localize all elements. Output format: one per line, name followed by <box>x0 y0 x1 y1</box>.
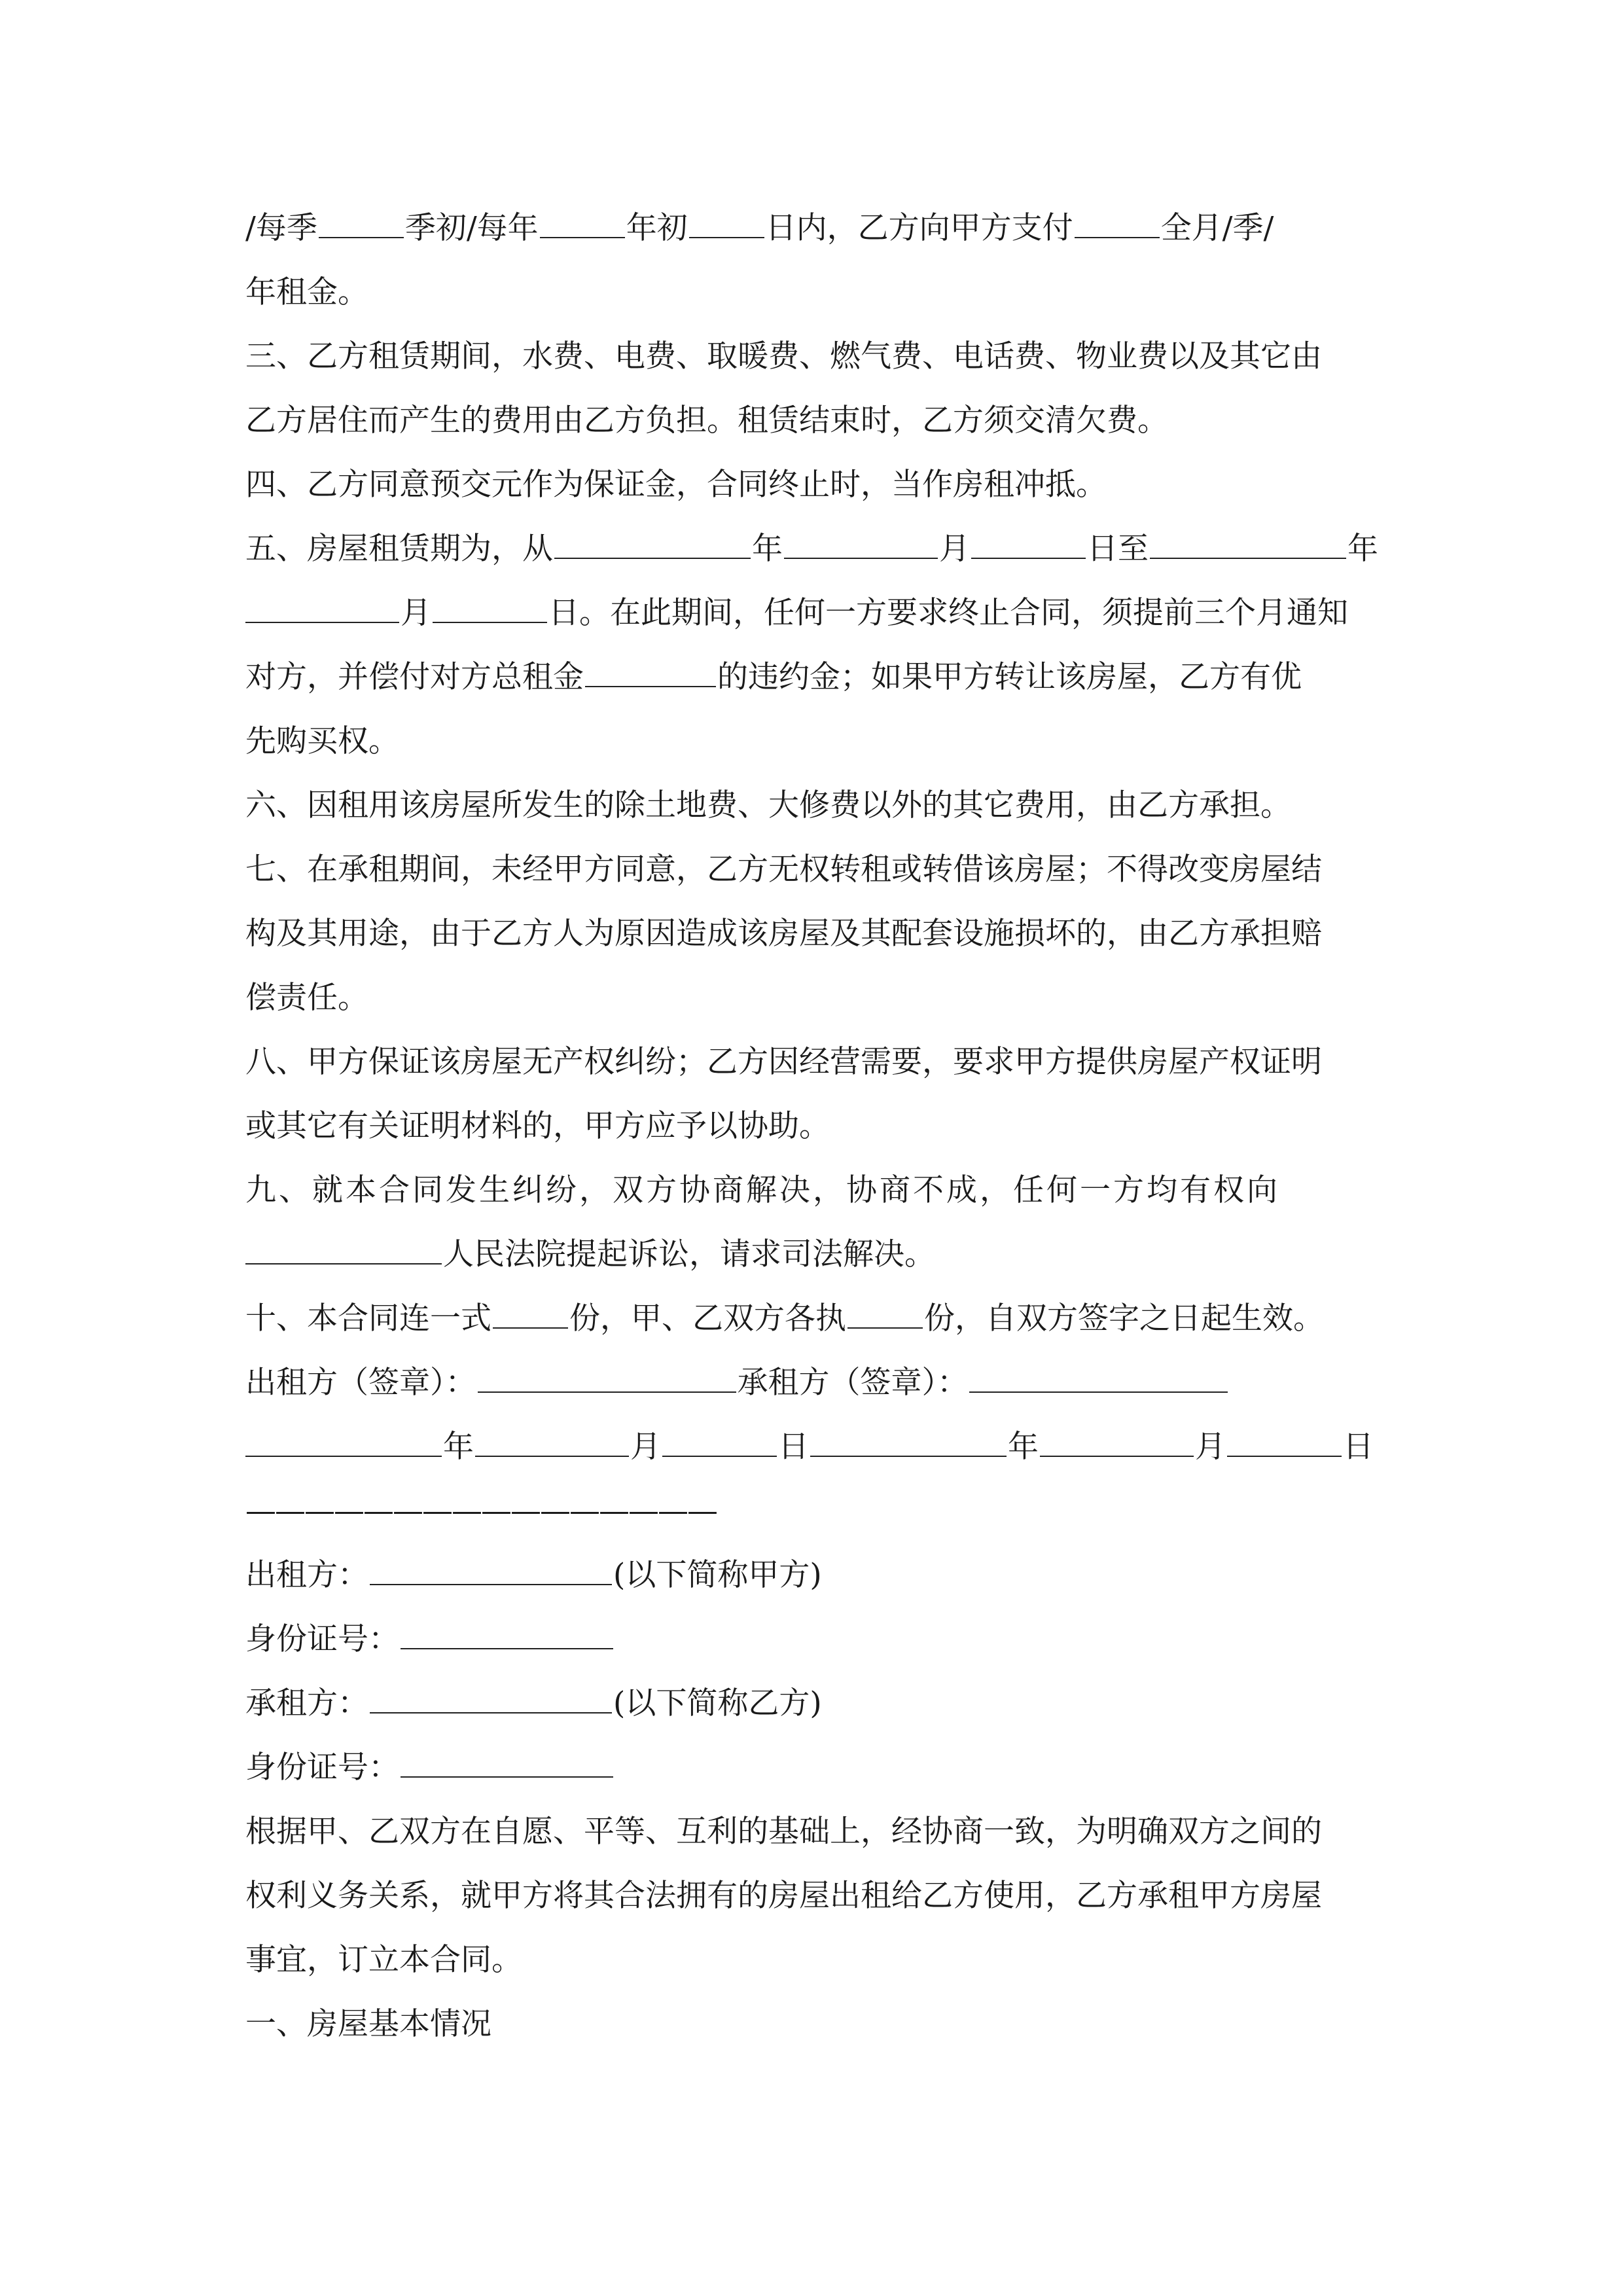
text-segment: 日内，乙方向甲方支付 <box>765 210 1073 246</box>
blank-field[interactable] <box>810 1420 1007 1457</box>
text-line: 乙方居住而产生的费用由乙方负担。租赁结束时，乙方须交清欠费。 <box>245 403 1168 439</box>
text-segment: 日。在此期间，任何一方要求终止合同，须提前三个月通知 <box>548 595 1348 631</box>
text-line <box>245 1607 1397 1672</box>
text-line <box>245 1223 1397 1287</box>
text-segment: 年 <box>1347 531 1378 567</box>
text-line: 权利义务关系，就甲方将其合法拥有的房屋出租给乙方使用，乙方承租甲方房屋 <box>245 1878 1322 1914</box>
lessee-signature-label: 承租方（签章）： <box>737 1365 968 1401</box>
text-segment: 年 <box>752 531 783 567</box>
text-line <box>245 581 1397 645</box>
signature-line <box>245 1351 1397 1415</box>
blank-field[interactable] <box>662 1420 777 1457</box>
text-line: 七、在承租期间，未经甲方同意，乙方无权转租或转借该房屋；不得改变房屋结 <box>245 852 1322 888</box>
text-segment: 月 <box>939 531 970 567</box>
lessee-name-field[interactable] <box>370 1677 612 1713</box>
text-segment: 承租方： <box>245 1685 368 1721</box>
text-line: 先购买权。 <box>245 723 399 759</box>
text-segment: 月 <box>630 1429 661 1465</box>
text-segment: 五、房屋租赁期为，从 <box>245 531 553 567</box>
blank-field[interactable] <box>433 586 547 623</box>
text-segment: 月 <box>401 595 431 631</box>
text-line <box>245 517 1397 581</box>
text-segment: 的违约金；如果甲方转让该房屋，乙方有优 <box>717 659 1302 695</box>
text-line: 或其它有关证明材料的，甲方应予以协助。 <box>245 1108 830 1144</box>
blank-field[interactable] <box>245 1420 442 1457</box>
text-line: 偿责任。 <box>245 980 368 1016</box>
text-segment: 年初 <box>626 210 688 246</box>
blank-field[interactable] <box>784 522 938 559</box>
blank-field[interactable] <box>585 651 716 687</box>
contract-body <box>245 196 1397 2056</box>
text-segment: 身份证号： <box>245 1749 399 1785</box>
text-segment: 份，自双方签字之日起生效。 <box>924 1300 1324 1336</box>
lessee-signature-field[interactable] <box>969 1356 1228 1393</box>
blank-field[interactable] <box>245 586 399 623</box>
text-segment: (以下简称乙方) <box>613 1685 822 1721</box>
signature-date-line <box>245 1415 1397 1479</box>
blank-field[interactable] <box>540 202 625 238</box>
text-segment: 季初/每年 <box>404 210 539 246</box>
blank-field[interactable] <box>1040 1420 1194 1457</box>
lessor-signature-label: 出租方（签章）： <box>245 1365 476 1401</box>
text-line: 构及其用途，由于乙方人为原因造成该房屋及其配套设施损坏的，由乙方承担赔 <box>245 916 1322 952</box>
text-segment: 十、本合同连一式 <box>245 1300 491 1336</box>
blank-field[interactable] <box>1075 202 1160 238</box>
text-segment: 出租方： <box>245 1557 368 1593</box>
text-segment: /每季 <box>245 210 317 246</box>
text-segment: 月 <box>1195 1429 1226 1465</box>
text-line: 事宜，订立本合同。 <box>245 1942 522 1978</box>
text-line <box>245 1672 1397 1736</box>
text-segment: (以下简称甲方) <box>613 1557 822 1593</box>
blank-field[interactable] <box>1227 1420 1342 1457</box>
text-segment: 身份证号： <box>245 1621 399 1657</box>
text-segment: 对方，并偿付对方总租金 <box>245 659 584 695</box>
text-segment: 全月/季/ <box>1160 210 1274 246</box>
blank-field[interactable] <box>971 522 1086 559</box>
blank-field[interactable] <box>493 1292 568 1329</box>
text-line: 年租金。 <box>245 274 368 310</box>
blank-field[interactable] <box>475 1420 629 1457</box>
text-line <box>245 1287 1397 1351</box>
text-segment: 日至 <box>1087 531 1149 567</box>
text-segment: 份，甲、乙双方各执 <box>569 1300 846 1336</box>
text-line: 八、甲方保证该房屋无产权纠纷；乙方因经营需要，要求甲方提供房屋产权证明 <box>245 1044 1322 1080</box>
text-segment: 日 <box>1343 1429 1374 1465</box>
text-line <box>245 1543 1397 1607</box>
text-line: 根据甲、乙双方在自愿、平等、互利的基础上，经协商一致，为明确双方之间的 <box>245 1814 1322 1850</box>
text-line: 六、因租用该房屋所发生的除土地费、大修费以外的其它费用，由乙方承担。 <box>245 787 1291 823</box>
text-segment: 年 <box>443 1429 474 1465</box>
text-line <box>245 196 1397 260</box>
lessor-name-field[interactable] <box>370 1549 612 1585</box>
separator-line: ———————————————— <box>245 1493 717 1529</box>
blank-field[interactable] <box>319 202 404 238</box>
blank-field[interactable] <box>689 202 764 238</box>
blank-field[interactable] <box>847 1292 923 1329</box>
blank-field[interactable] <box>554 522 751 559</box>
text-line <box>245 1736 1397 1800</box>
text-line: 三、乙方租赁期间，水费、电费、取暖费、燃气费、电话费、物业费以及其它由 <box>245 338 1322 374</box>
text-segment: 日 <box>778 1429 809 1465</box>
lessee-id-field[interactable] <box>401 1741 613 1778</box>
court-blank-field[interactable] <box>245 1228 442 1265</box>
lessor-id-field[interactable] <box>401 1613 613 1649</box>
text-line: 九、就本合同发生纠纷，双方协商解决，协商不成，任何一方均有权向 <box>245 1172 1280 1208</box>
text-line: 四、乙方同意预交元作为保证金，合同终止时，当作房租冲抵。 <box>245 467 1107 503</box>
blank-field[interactable] <box>1150 522 1346 559</box>
text-segment: 年 <box>1008 1429 1039 1465</box>
section-heading: 一、房屋基本情况 <box>245 2006 491 2042</box>
text-line <box>245 645 1397 709</box>
text-segment: 人民法院提起诉讼，请求司法解决。 <box>443 1236 935 1272</box>
lessor-signature-field[interactable] <box>478 1356 736 1393</box>
